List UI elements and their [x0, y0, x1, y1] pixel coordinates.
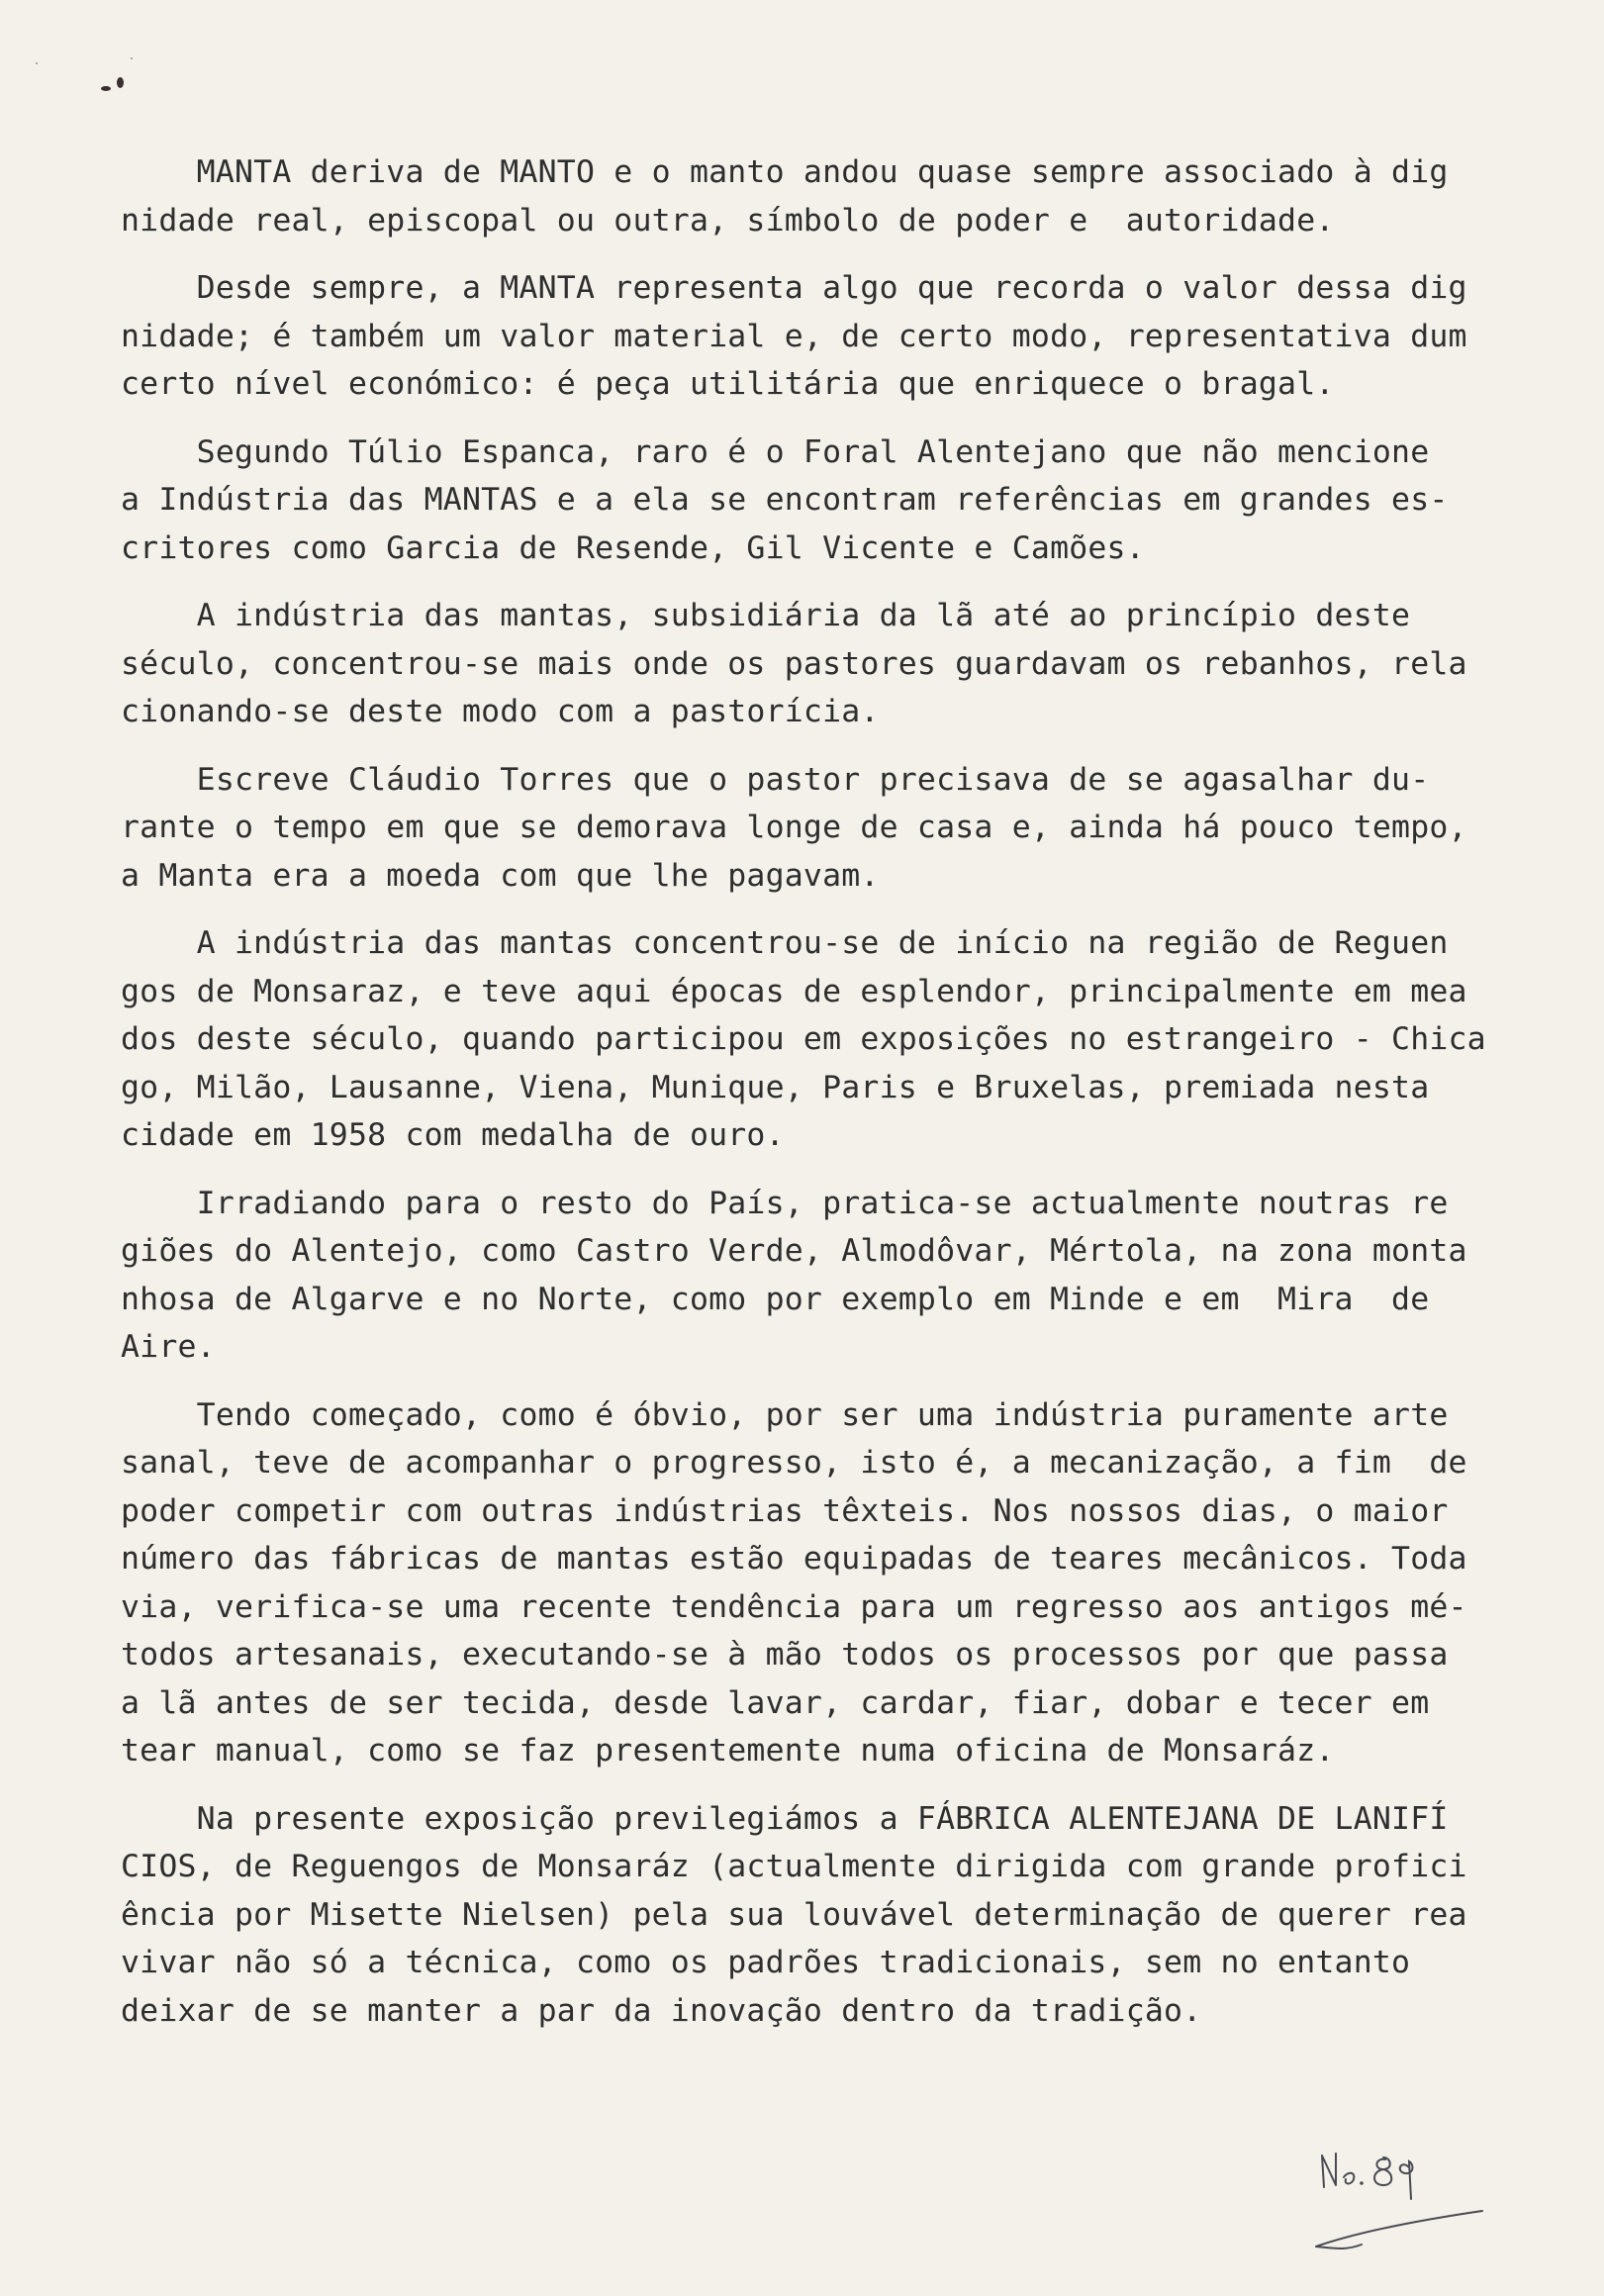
text-line: vivar não só a técnica, como os padrões tradicionais, sem no entanto — [121, 1945, 1411, 1980]
text-line: A indústria das mantas concentrou-se de início na região de Reguen — [121, 925, 1449, 961]
text-line: giões do Alentejo, como Castro Verde, Almodôvar, Mértola, na zona monta — [121, 1233, 1467, 1269]
text-line: a lã antes de ser tecida, desde lavar, cardar, fiar, dobar e tecer em — [121, 1684, 1430, 1721]
ink-speck — [36, 62, 38, 64]
text-line: rante o tempo em que se demorava longe de casa e, ainda há pouco tempo, — [121, 810, 1467, 845]
text-line: sanal, teve de acompanhar o progresso, isto é, a mecanização, a fim de — [121, 1445, 1467, 1481]
ink-speck — [101, 86, 111, 91]
paragraph — [121, 919, 1536, 1160]
text-line: go, Milão, Lausanne, Viena, Munique, Paris e Bruxelas, premiada nesta — [121, 1069, 1430, 1105]
text-line: a Manta era a moeda com que lhe pagavam. — [121, 857, 880, 894]
text-line: nidade real, episcopal ou outra, símbolo de poder e autoridade. — [121, 202, 1335, 239]
text-line: nidade; é também um valor material e, de certo modo, representativa dum — [121, 318, 1467, 354]
paragraph — [121, 592, 1536, 736]
text-line: gos de Monsaraz, e teve aqui épocas de esplendor, principalmente em mea — [121, 973, 1467, 1009]
paragraph — [121, 148, 1536, 244]
text-line: deixar de se manter a par da inovação dentro da tradição. — [121, 1992, 1202, 2029]
text-line: via, verifica-se uma recente tendência para um regresso aos antigos mé- — [121, 1588, 1467, 1625]
text-line: A indústria das mantas, subsidiária da lã até ao princípio deste — [121, 598, 1411, 633]
ink-speck — [131, 57, 133, 59]
ink-speck — [117, 77, 124, 88]
paragraph — [121, 429, 1536, 573]
text-line: cidade em 1958 com medalha de ouro. — [121, 1117, 785, 1153]
paragraph — [121, 1180, 1536, 1372]
paragraph — [121, 756, 1536, 901]
text-line: poder competir com outras indústrias têxteis. Nos nossos dias, o maior — [121, 1492, 1449, 1529]
text-line: nhosa de Algarve e no Norte, como por exemplo em Minde e em Mira de — [121, 1281, 1430, 1317]
text-line: MANTA deriva de MANTO e o manto andou quase sempre associado à dig — [121, 154, 1449, 190]
text-line: a Indústria das MANTAS e a ela se encontram referências em grandes es- — [121, 482, 1449, 518]
text-line: tear manual, como se faz presentemente numa oficina de Monsaráz. — [121, 1733, 1335, 1769]
text-line: número das fábricas de mantas estão equipadas de teares mecânicos. Toda — [121, 1541, 1467, 1577]
text-line: Na presente exposição previlegiámos a FÁBRICA ALENTEJANA DE LANIFÍ — [121, 1800, 1449, 1837]
body-text — [121, 148, 1536, 2035]
text-line: Desde sempre, a MANTA representa algo que recorda o valor dessa dig — [121, 270, 1467, 306]
text-line: Tendo começado, como é óbvio, por ser uma indústria puramente arte — [121, 1396, 1449, 1433]
text-line: todos artesanais, executando-se à mão todos os processos por que passa — [121, 1637, 1449, 1673]
text-line: dos deste século, quando participou em exposições no estrangeiro - Chica — [121, 1021, 1486, 1057]
text-line: Irradiando para o resto do País, pratica-se actualmente noutras re — [121, 1185, 1449, 1221]
text-line: cionando-se deste modo com a pastorícia. — [121, 694, 880, 729]
text-line: certo nível económico: é peça utilitária que enriquece o bragal. — [121, 366, 1335, 402]
handwritten-annotation — [1306, 2138, 1504, 2276]
paragraph — [121, 1795, 1536, 2036]
text-line: critores como Garcia de Resende, Gil Vicente e Camões. — [121, 529, 1145, 566]
text-line: ência por Misette Nielsen) pela sua louvável determinação de querer rea — [121, 1896, 1467, 1933]
text-line: Aire. — [121, 1329, 216, 1365]
paragraph — [121, 1391, 1536, 1775]
text-line: Escreve Cláudio Torres que o pastor precisava de se agasalhar du- — [121, 761, 1430, 798]
paragraph — [121, 264, 1536, 409]
text-line: século, concentrou-se mais onde os pastores guardavam os rebanhos, rela — [121, 645, 1467, 682]
text-line: Segundo Túlio Espanca, raro é o Foral Alentejano que não mencione — [121, 433, 1430, 470]
text-line: CIOS, de Reguengos de Monsaráz (actualmente dirigida com grande profici — [121, 1849, 1467, 1884]
